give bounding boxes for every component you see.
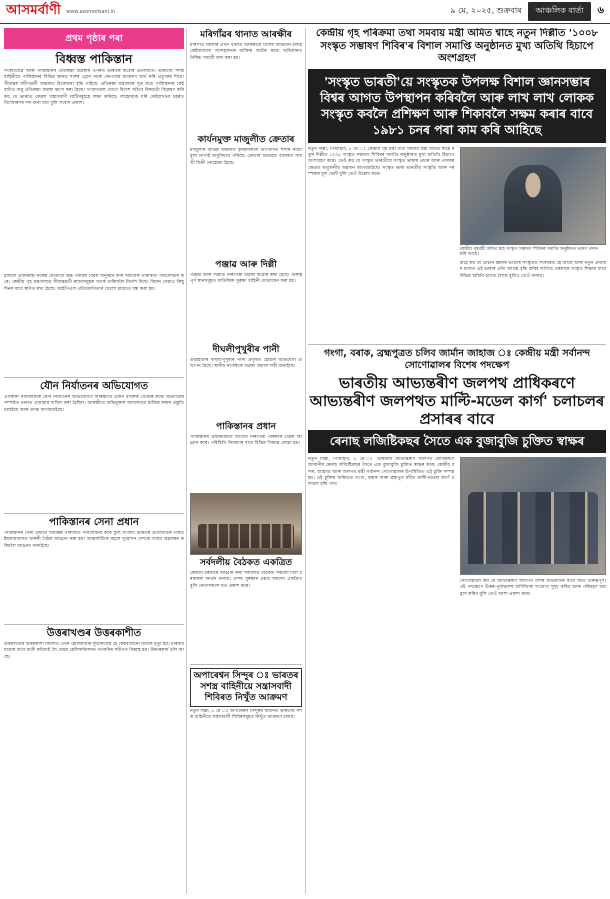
iwai-article [308, 457, 606, 829]
article-body: পাকিস্তানৰ প্ৰধানমন্ত্ৰীয়ে জাতীয় নিৰাপত্তা পৰিষদৰ বৈঠক আহ্বান কৰে। পৰিস্থিতি নিয়ন্ত্ৰণৰ বাবে বিভিন্ন সিদ্ধান্ত লোৱা হয়। [190, 435, 302, 447]
page-number: ৬ [597, 5, 604, 16]
article-body: নতুন দিল্লী, পিআইবি, ৮ মে ঃ ভাৰতীয় আভ্যন্তৰীণ জলপথ প্ৰাধিকৰণে জাৰ্মানীৰ ৰেনাছ লজিষ্টিকছৰ সৈতে এক বুজাবুজি চুক্তিত স্বাক্ষৰ কৰে। কেন্দ্ৰীয় বন্দৰ, জাহাজ আৰু জলপথ মন্ত্ৰী সৰ্বানন্দ সোণোৱালৰ উপস্থিতিত এই চুক্তি সম্পন্ন হয়। এই চুক্তিৰ জৰিয়তে গংগা, বৰাক আৰু ব্ৰহ্মপুত্ৰ নদীত মাল্টি-মডেল কাৰ্গ' চলাচল বৃদ্ধি পাব। [308, 456, 455, 488]
hero-headline-mou[interactable]: ৰেনাছ লজিষ্টিকছৰ সৈতে এক বুজাবুজি চুক্তিত স্বাক্ষৰ [308, 430, 606, 453]
kicker-amit-shah[interactable]: কেন্দ্ৰীয় গৃহ পৰিক্ৰমা তথা সমবায় মন্ত্ৰী অমিত শ্বাহে নতুন দিল্লীত '১০০৮ সংস্কৃত সম্ভাষণ শিবিৰ'ৰ বিশাল সমাপ্তি অনুষ্ঠানত মুখ্য অতিথি হিচাপে অংশগ্ৰহণ [316, 28, 598, 64]
newspaper-url[interactable]: www.asomorbani.in [66, 8, 116, 15]
hero-headline-iwai[interactable]: ভাৰতীয় আভ্যন্তৰীণ জলপথ প্ৰাধিকৰণে আভ্যন্তৰীণ জলপথত মাল্টি-মডেল কাৰ্গ' চলাচলৰ প্ৰসাৰৰ বাবে [309, 373, 605, 428]
article-body: ইফালে প্ৰধানমন্ত্ৰী নৰেন্দ্ৰ মোডীয়ে উচ্চ পৰ্যায়ৰ বৈঠক অনুষ্ঠিত কৰি সামগ্ৰিক পৰিস্থিতি পৰ্যালোচনা কৰে। কেন্দ্ৰীয় গৃহ মন্ত্ৰণালয়ে সীমান্তৱৰ্তী ৰাজ্যসমূহক সতৰ্ক থাকিবলৈ নিৰ্দেশ দিছে। বিমান সেৱাও কিছু দিনৰ বাবে স্থগিত ৰখা হৈছে। আইপিএল প্ৰতিযোগিতাৰ খেলো মাজতে বন্ধ কৰা হয়। [4, 274, 184, 292]
amit-shah-photo [460, 147, 607, 245]
newspaper-logo[interactable]: আসমর্বাণী [6, 3, 62, 18]
article-body: মাজুলীৰ বিভিন্ন অঞ্চলত কৃষকসকলে উৎপাদিত শস্যৰ ন্যায্য মূল্য নাপাই অসুবিধাত পৰিছে। ক্ৰেতাৰ অভাৱত বজাৰত সামগ্ৰী বিক্ৰী নোহোৱা হৈছে। [190, 148, 302, 166]
headline-majuli[interactable]: কাৰ্যনমুক্ত মাজুলীত ক্ৰেতাৰ [197, 135, 295, 145]
continued-from-front-header: প্ৰথম পৃষ্ঠাৰ পৰা [4, 28, 184, 49]
headline-all-party-meeting[interactable]: সৰ্বদলীয় বৈঠকত একত্ৰিত [199, 558, 293, 568]
headline-dighalipukhuri[interactable]: দীঘলীপুখুৰীৰ পানী [212, 345, 280, 355]
divider [4, 377, 184, 378]
column-divider [186, 28, 187, 894]
left-column [4, 28, 184, 894]
masthead [0, 0, 610, 24]
article-body: উত্তৰাখণ্ডৰ উত্তৰকাশী জিলাত এখন হেলিকপ্টাৰ দুৰ্ঘটনাগ্ৰস্ত হৈ কেইবাজনো যাত্ৰীৰ মৃত্যু হয়। চাৰধাম যাত্ৰাৰ বাবে যাত্ৰী কঢ়িয়াই লৈ যোৱা হেলিকপ্টাৰখন গংনানিৰ সমীপত বিধ্বস্ত হয়। উদ্ধাৰকাৰ্য চলি আছে। [4, 642, 184, 660]
article-body: শ্বাহে কয় যে প্ৰাচীন জ্ঞানৰ ভাণ্ডাৰ সংস্কৃতত সংৰক্ষিত হৈ আছে আৰু নতুন প্ৰজন্মৰ মাজত এই ভাষাৰ প্ৰতি আগ্ৰহ বৃদ্ধি কৰিব লাগিব। চৰকাৰে সংস্কৃত শিক্ষাৰ বাবে বিভিন্ন আঁচনি হাতত লৈছে বুলিও তেওঁ জনায়। [459, 260, 606, 279]
headline-operation-sindoor[interactable]: অপাৰেশ্বন সিন্দুৰ ঃ ভাৰতৰ সশস্ত্ৰ বাহিনীয়ে সন্ত্ৰাসবাদী শিবিৰত নিখুঁত আক্ৰমণ [190, 668, 302, 707]
photo-caption: কেন্দ্ৰীয় গৃহমন্ত্ৰী অমিত শ্বাহ সংস্কৃত সম্ভাষণ শিবিৰৰ সমাপ্তি অনুষ্ঠানত ভাষণ প্ৰদান কৰি আছে। [459, 246, 599, 258]
headline-sexual-assault[interactable]: যৌন নিৰ্যাতনৰ অভিযোগত [40, 381, 148, 392]
mou-signing-photo [460, 457, 607, 575]
article-body: মৰিগাঁও জিলাৰ এখন থানাত আৰক্ষীয়ে বিশেষ অভিযান চলাই কেইবাজনো সন্দেহজনক ব্যক্তিক আটক কৰে। অভিযানত নিষিদ্ধ সামগ্ৰী জব্দ কৰা হয়। [190, 43, 302, 61]
article-body: গুৱাহাটীৰ দীঘলীপুখুৰীৰ পানী প্ৰদূষিত হোৱাৰ অভিযোগ উত্থাপন হৈছে। স্থানীয় নাগৰিকে ব্যৱস্থা গ্ৰহণৰ দাবী জনাইছে। [190, 358, 302, 370]
sanskrit-article [308, 147, 606, 341]
meeting-photo [190, 493, 302, 555]
article-body: সংস্থাটোৱে আৰু পাকিস্তানৰ প্ৰতিৰক্ষা ব্যৱস্থাৰ ওপৰত ভাৰতৰ কঠোৰ প্ৰত্যাঘাত। ভাৰতীয় সশস্ত্ৰ বাহিনীয়ে পাকিস্তানৰ বিভিন্ন স্থানত শত্ৰুৰ ড্ৰোন আৰু ক্ষেপণাস্ত্ৰ আক্ৰমণ ব্যৰ্থ কৰি প্ৰত্যুত্তৰ দিয়ে। সীমান্তৰ সমীপৱৰ্তী অঞ্চলত উত্তেজনা বৃদ্ধি পাইছে। প্ৰতিৰক্ষা মন্ত্ৰালয়ৰ সূত্ৰ মতে পাকিস্তানৰ কেইবাটাও বায়ু প্ৰতিৰক্ষা ব্যৱস্থা ধ্বংস কৰা হৈছে। সংবাদমেল যোগে বিদেশ সচিবে বিষয়টো বিশ্লেষণ কৰি কয় যে ভাৰতে কেৱল সন্ত্ৰাসবাদী ঘাটিসমূহহে লক্ষ্য কৰিছে। লাহোৰকে ধৰি কেইবাখনো চহৰত বিস্ফোৰণৰ শব্দ শুনা যায় বুলি সংবাদ প্ৰকাশ। [4, 69, 184, 107]
hero-headline-sanskrit[interactable]: 'সংস্কৃত ভাৰতী'য়ে সংস্কৃতক উপলক্ষ বিশাল জ্ঞানসম্ভাৰ বিশ্বৰ আগত উপস্থাপন কৰিবলৈ আৰু লাখ লাখ লোকক সংস্কৃত কবলৈ প্ৰশিক্ষণ আৰু শিকাবলৈ সক্ষম কৰাৰ বাবে ১৯৮১ চনৰ পৰা কাম কৰি আহিছে [308, 69, 606, 143]
headline-pakistan-army-chief[interactable]: পাকিস্তানৰ সেনা প্ৰধান [49, 517, 139, 528]
article-body: নতুন দিল্লী, পিআইবি, ৮ মে ঃ কেন্দ্ৰীয় গৃহ মন্ত্ৰী তথা সমবায় মন্ত্ৰী অমিত শ্বাহে নতুন দিল্লীত ১০০৮ সংস্কৃত সম্ভাষণ শিবিৰৰ সমাপ্তি অনুষ্ঠানত মুখ্য অতিথি হিচাপে অংশগ্ৰহণ কৰে। তেওঁ কয় যে সংস্কৃত ভাৰতীয়ে সংস্কৃত ভাষাৰ প্ৰচাৰ আৰু প্ৰসাৰৰ ক্ষেত্ৰত অতুলনীয় অৱদান আগবঢ়াইছে। সংস্কৃত ভাষা ভাৰতীয় সংস্কৃতি আৰু পৰম্পৰাৰ মূল ভেটি বুলি তেওঁ উল্লেখ কৰে। [308, 146, 455, 178]
divider [308, 344, 606, 345]
headline-punjab-delhi[interactable]: পঞ্জাৱ আৰু দিল্লী [215, 260, 277, 270]
section-tag: আঞ্চলিক বাৰ্তা [528, 2, 592, 21]
issue-date: ৯ মে, ২০২৫, শুক্ৰবাৰ [450, 6, 522, 15]
article-body: পঞ্জাৱ আৰু দিল্লীত নিৰাপত্তা ব্যৱস্থা কঠোৰ কৰা হৈছে। গুৰুত্বপূৰ্ণ স্থানসমূহত অতিৰিক্ত সুৰক্ষা বাহিনী মোতায়েন কৰা হয়। [190, 273, 302, 285]
middle-column [190, 28, 302, 894]
article-body: এগৰাকী নাবালিকাক যৌন নিৰ্যাতনৰ অভিযোগত আৰক্ষীয়ে এজন ব্যক্তিক গ্ৰেপ্তাৰ কৰে। ঘটনাটোৰ সম্পৰ্কত থানাত এজাহাৰ দাখিল কৰা হৈছিল। আৰক্ষীয়ে অভিযুক্তক আদালতত হাজিৰ কৰাৰ প্ৰস্তুতি চলাইছে আৰু তদন্ত আগবঢ়াইছে। [4, 395, 184, 413]
masthead-left [6, 1, 115, 22]
divider [4, 624, 184, 625]
article-body: নতুন দিল্লী, ৮ মে ঃ অপাৰেশ্বন সিন্দুৰৰ অধীনত ভাৰতীয় সশস্ত্ৰ বাহিনীয়ে সন্ত্ৰাসবাদী শিবিৰসমূহত নিখুঁত আক্ৰমণ চলায়। [190, 709, 302, 721]
headline-uttarkashi[interactable]: উত্তৰাখণ্ডৰ উত্তৰকাশীত [46, 628, 142, 639]
divider [190, 664, 302, 665]
iwai-article-col-1 [308, 457, 455, 829]
headline-pakistan-chief[interactable]: পাকিস্তানৰ প্ৰধান [216, 422, 276, 432]
headline-pakistan-devastated[interactable]: বিধ্বস্ত পাকিস্তান [55, 52, 133, 66]
article-body: সোণোৱালে কয় যে আভ্যন্তৰীণ জলপথ দেশৰ অৰ্থনীতিৰ বাবে অতি গুৰুত্বপূৰ্ণ। এই পদক্ষেপে উত্তৰ-পূৰ্বাঞ্চলৰ বাণিজ্যিক সংযোগ সুদৃঢ় কৰিব আৰু পৰিবহণ ব্যয় হ্ৰাস কৰিব বুলি তেওঁ আশা প্ৰকাশ কৰে। [459, 578, 606, 597]
masthead-right [450, 2, 604, 21]
column-divider [305, 28, 306, 894]
kicker-german-ship[interactable]: গংগা, বৰাক, ব্ৰহ্মপুত্ৰত চলিব জাৰ্মান জাহাজ ঃ কেন্দ্ৰীয় মন্ত্ৰী সৰ্বানন্দ সোণোৱালৰ বিশেষ পদক্ষেপ [324, 347, 590, 371]
sanskrit-article-col-2 [460, 147, 607, 341]
iwai-article-col-2 [460, 457, 607, 829]
right-column [308, 28, 606, 894]
article-body: পাকিস্তানৰ সেনা প্ৰধানে সীমান্তৰ পৰিস্থিতি পৰ্যালোচনা কৰে বুলি সংবাদ। ভাৰতৰ প্ৰত্যাঘাতৰ পিছত ইছলামাবাদত জৰুৰী বৈঠক আহ্বান কৰা হয়। আন্তৰ্জাতিক মহলে দুয়োখন দেশকে সংযম অৱলম্বন কৰিবলৈ আহ্বান জনাইছে। [4, 531, 184, 549]
article-body: কেন্দ্ৰীয় চৰকাৰে আহ্বান কৰা সৰ্বদলীয় বৈঠকত সকলো দলে চৰকাৰক সমৰ্থন জনায়। দেশৰ সুৰক্ষাৰ প্ৰশ্নত সকলো একত্ৰিত বুলি নেতাসকলে মত প্ৰকাশ কৰে। [190, 571, 302, 589]
headline-morigaon[interactable]: মৰিগাঁৱৰ থানাত আৰক্ষীৰ [200, 30, 292, 40]
sanskrit-article-col-1 [308, 147, 455, 341]
divider [4, 513, 184, 514]
